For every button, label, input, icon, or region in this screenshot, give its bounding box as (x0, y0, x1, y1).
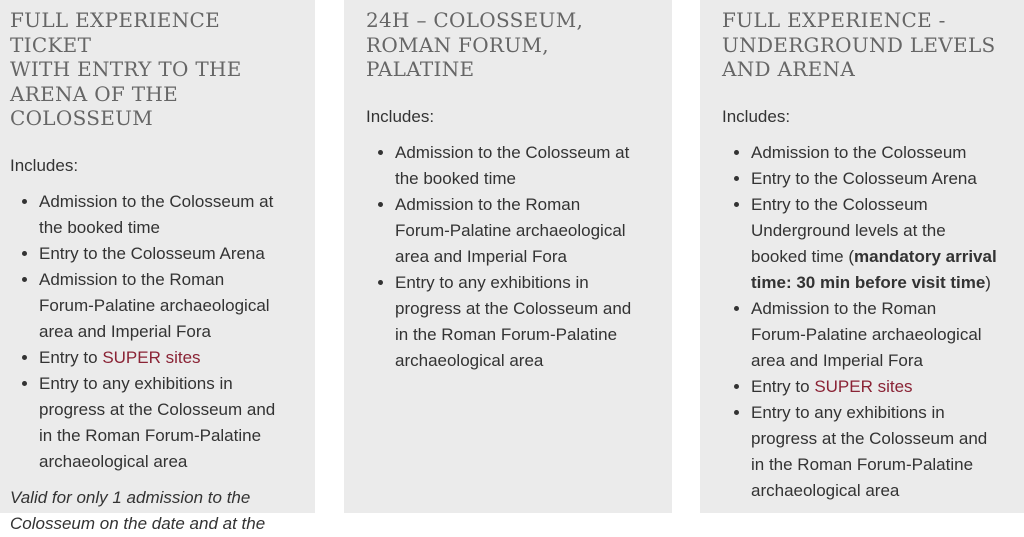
list-item-text: Entry to (39, 347, 103, 367)
list-item: • Admission to the Colosseum (751, 140, 1024, 166)
list-item: • Entry to the Colosseum Arena (751, 166, 1024, 192)
list-item-text: Entry to (751, 376, 815, 396)
card-title: FULL EXPERIENCE - UNDERGROUND LEVELS AND ARENA (722, 8, 996, 81)
ticket-card-full-experience-arena (0, 0, 315, 533)
list-item-text: ) (985, 272, 991, 292)
card-title: 24H – COLOSSEUM, ROMAN FORUM, PALATINE (366, 8, 584, 81)
ticket-card-24h (344, 0, 672, 513)
list-item: • Entry to any exhibitions in progress at the Colosseum and in the Roman Forum-Palatine archaeological area (751, 400, 1024, 504)
super-sites-link[interactable]: SUPER sites (814, 376, 913, 396)
list-item: • Admission to the Colosseum at the booked time (39, 189, 305, 241)
includes-list (722, 140, 1024, 504)
list-item: • Entry to any exhibitions in progress at the Colosseum and in the Roman Forum-Palatine archaeological area (39, 371, 305, 475)
ticket-card-full-experience-underground (700, 0, 1024, 513)
validity-note: Valid for only 1 admission to the Colosseum on the date and at the (10, 487, 266, 533)
list-item (39, 345, 305, 371)
includes-label: Includes: (10, 155, 79, 175)
list-item (751, 374, 1024, 400)
list-item-text: Entry to the Colosseum Underground levels at the booked time ( (751, 194, 946, 266)
includes-label: Includes: (722, 106, 791, 126)
list-item: • Entry to the Colosseum Arena (39, 241, 305, 267)
list-item (751, 192, 1024, 296)
list-item: • Admission to the Colosseum at the booked time (395, 140, 650, 192)
card-title: FULL EXPERIENCE TICKET WITH ENTRY TO THE ARENA OF THE COLOSSEUM (10, 8, 242, 130)
list-item: • Entry to any exhibitions in progress at the Colosseum and in the Roman Forum-Palatine archaeological area (395, 270, 650, 374)
list-item: • Admission to the Roman Forum-Palatine archaeological area and Imperial Fora (751, 296, 1024, 374)
super-sites-link[interactable]: SUPER sites (102, 347, 201, 367)
mandatory-arrival-note: mandatory arrival time: 30 min before visit time (751, 246, 997, 292)
includes-list (10, 189, 305, 475)
includes-list (366, 140, 650, 374)
list-item: • Admission to the Roman Forum-Palatine archaeological area and Imperial Fora (395, 192, 650, 270)
list-item: • Admission to the Roman Forum-Palatine archaeological area and Imperial Fora (39, 267, 305, 345)
includes-label: Includes: (366, 106, 435, 126)
